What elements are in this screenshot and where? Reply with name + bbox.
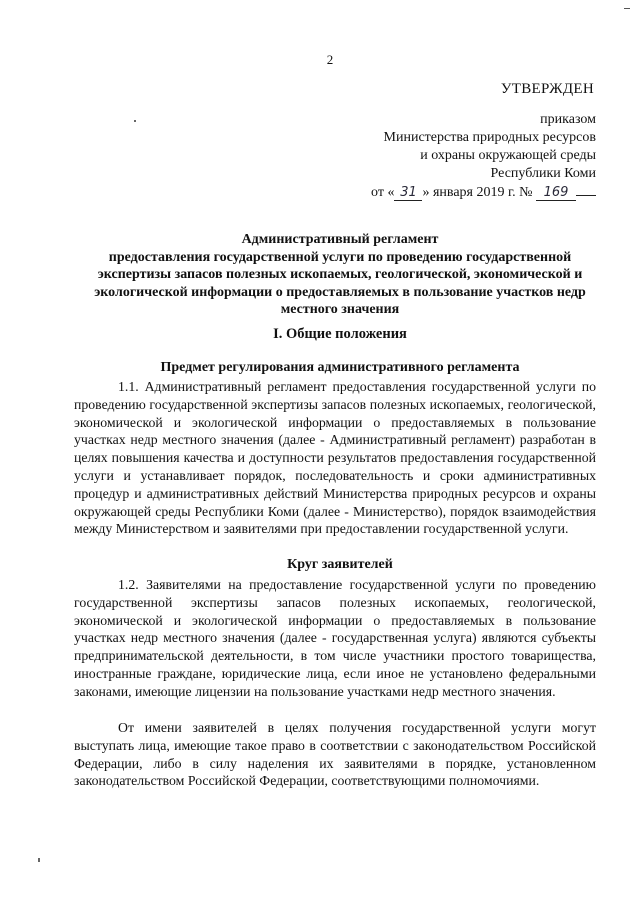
date-middle: » января 2019 г. №	[422, 185, 533, 200]
scan-speck	[38, 858, 40, 862]
order-line: приказом	[540, 112, 596, 127]
scan-speck	[134, 120, 136, 122]
title-line: Административный регламент	[241, 232, 439, 247]
order-line: Министерства природных ресурсов	[383, 130, 596, 145]
paragraph: 1.2. Заявителями на предоставление государственной услуги по проведению государственной экспертизы запасов полезных ископаемых, геологической, экономической и экологической информации о предоставляемых в пользование участках недр местного значения (далее - государственная услуга) являются субъекты предпринимательской деятельности, в том числе участники простого товарищества, иностранные граждане, юридические лица, если иное не установлено федеральными законами, имеющие лицензии на пользование участками недр местного значения.	[74, 577, 596, 699]
order-date-line	[371, 183, 596, 202]
paragraph: От имени заявителей в целях получения государственной услуги могут выступать лица, имеющие такое право в соответствии с законодательством Российской Федерации, либо в силу наделения их заявителями в порядке, установленном законодательством Российской Федерации, соответствующими полномочиями.	[74, 720, 596, 789]
date-prefix: от «	[371, 185, 395, 200]
order-line: и охраны окружающей среды	[420, 148, 596, 163]
document-title	[60, 231, 620, 319]
paragraph: 1.1. Административный регламент предоставления государственной услуги по проведению государственной экспертизы запасов полезных ископаемых, геологической, экономической и экологической информации о предоставляемых в пользование участках недр местного значения (далее - Административный регламент) разработан в целях повышения качества и доступности результатов предоставления государственной услуги и устанавливает порядок, последовательность и сроки административных процедур и административных действий Министерства природных ресурсов и охраны окружающей среды Республики Коми (далее - Министерство), порядок взаимодействия между Министерством и заявителями при предоставлении государственной услуги.	[74, 379, 596, 537]
title-line: экспертизы запасов полезных ископаемых, геологической, экономической и	[97, 267, 583, 282]
title-line: местного значения	[280, 302, 400, 317]
number-underline	[576, 183, 596, 196]
handwritten-day: 31	[394, 186, 422, 201]
page-number: 2	[326, 52, 334, 67]
title-line: экологической информации о предоставляемых в пользование участков недр	[94, 284, 586, 300]
order-line: Республики Коми	[490, 166, 596, 181]
title-line: предоставления государственной услуги по проведению государственной	[108, 249, 572, 265]
handwritten-order-number: 169	[536, 186, 576, 201]
subsection-heading: Круг заявителей	[287, 557, 393, 572]
order-reference	[371, 111, 596, 202]
scan-mark	[624, 8, 630, 9]
approved-label: УТВЕРЖДЕН	[500, 81, 594, 97]
section-title: I. Общие положения	[273, 326, 407, 342]
subsection-heading: Предмет регулирования административного регламента	[160, 360, 520, 375]
